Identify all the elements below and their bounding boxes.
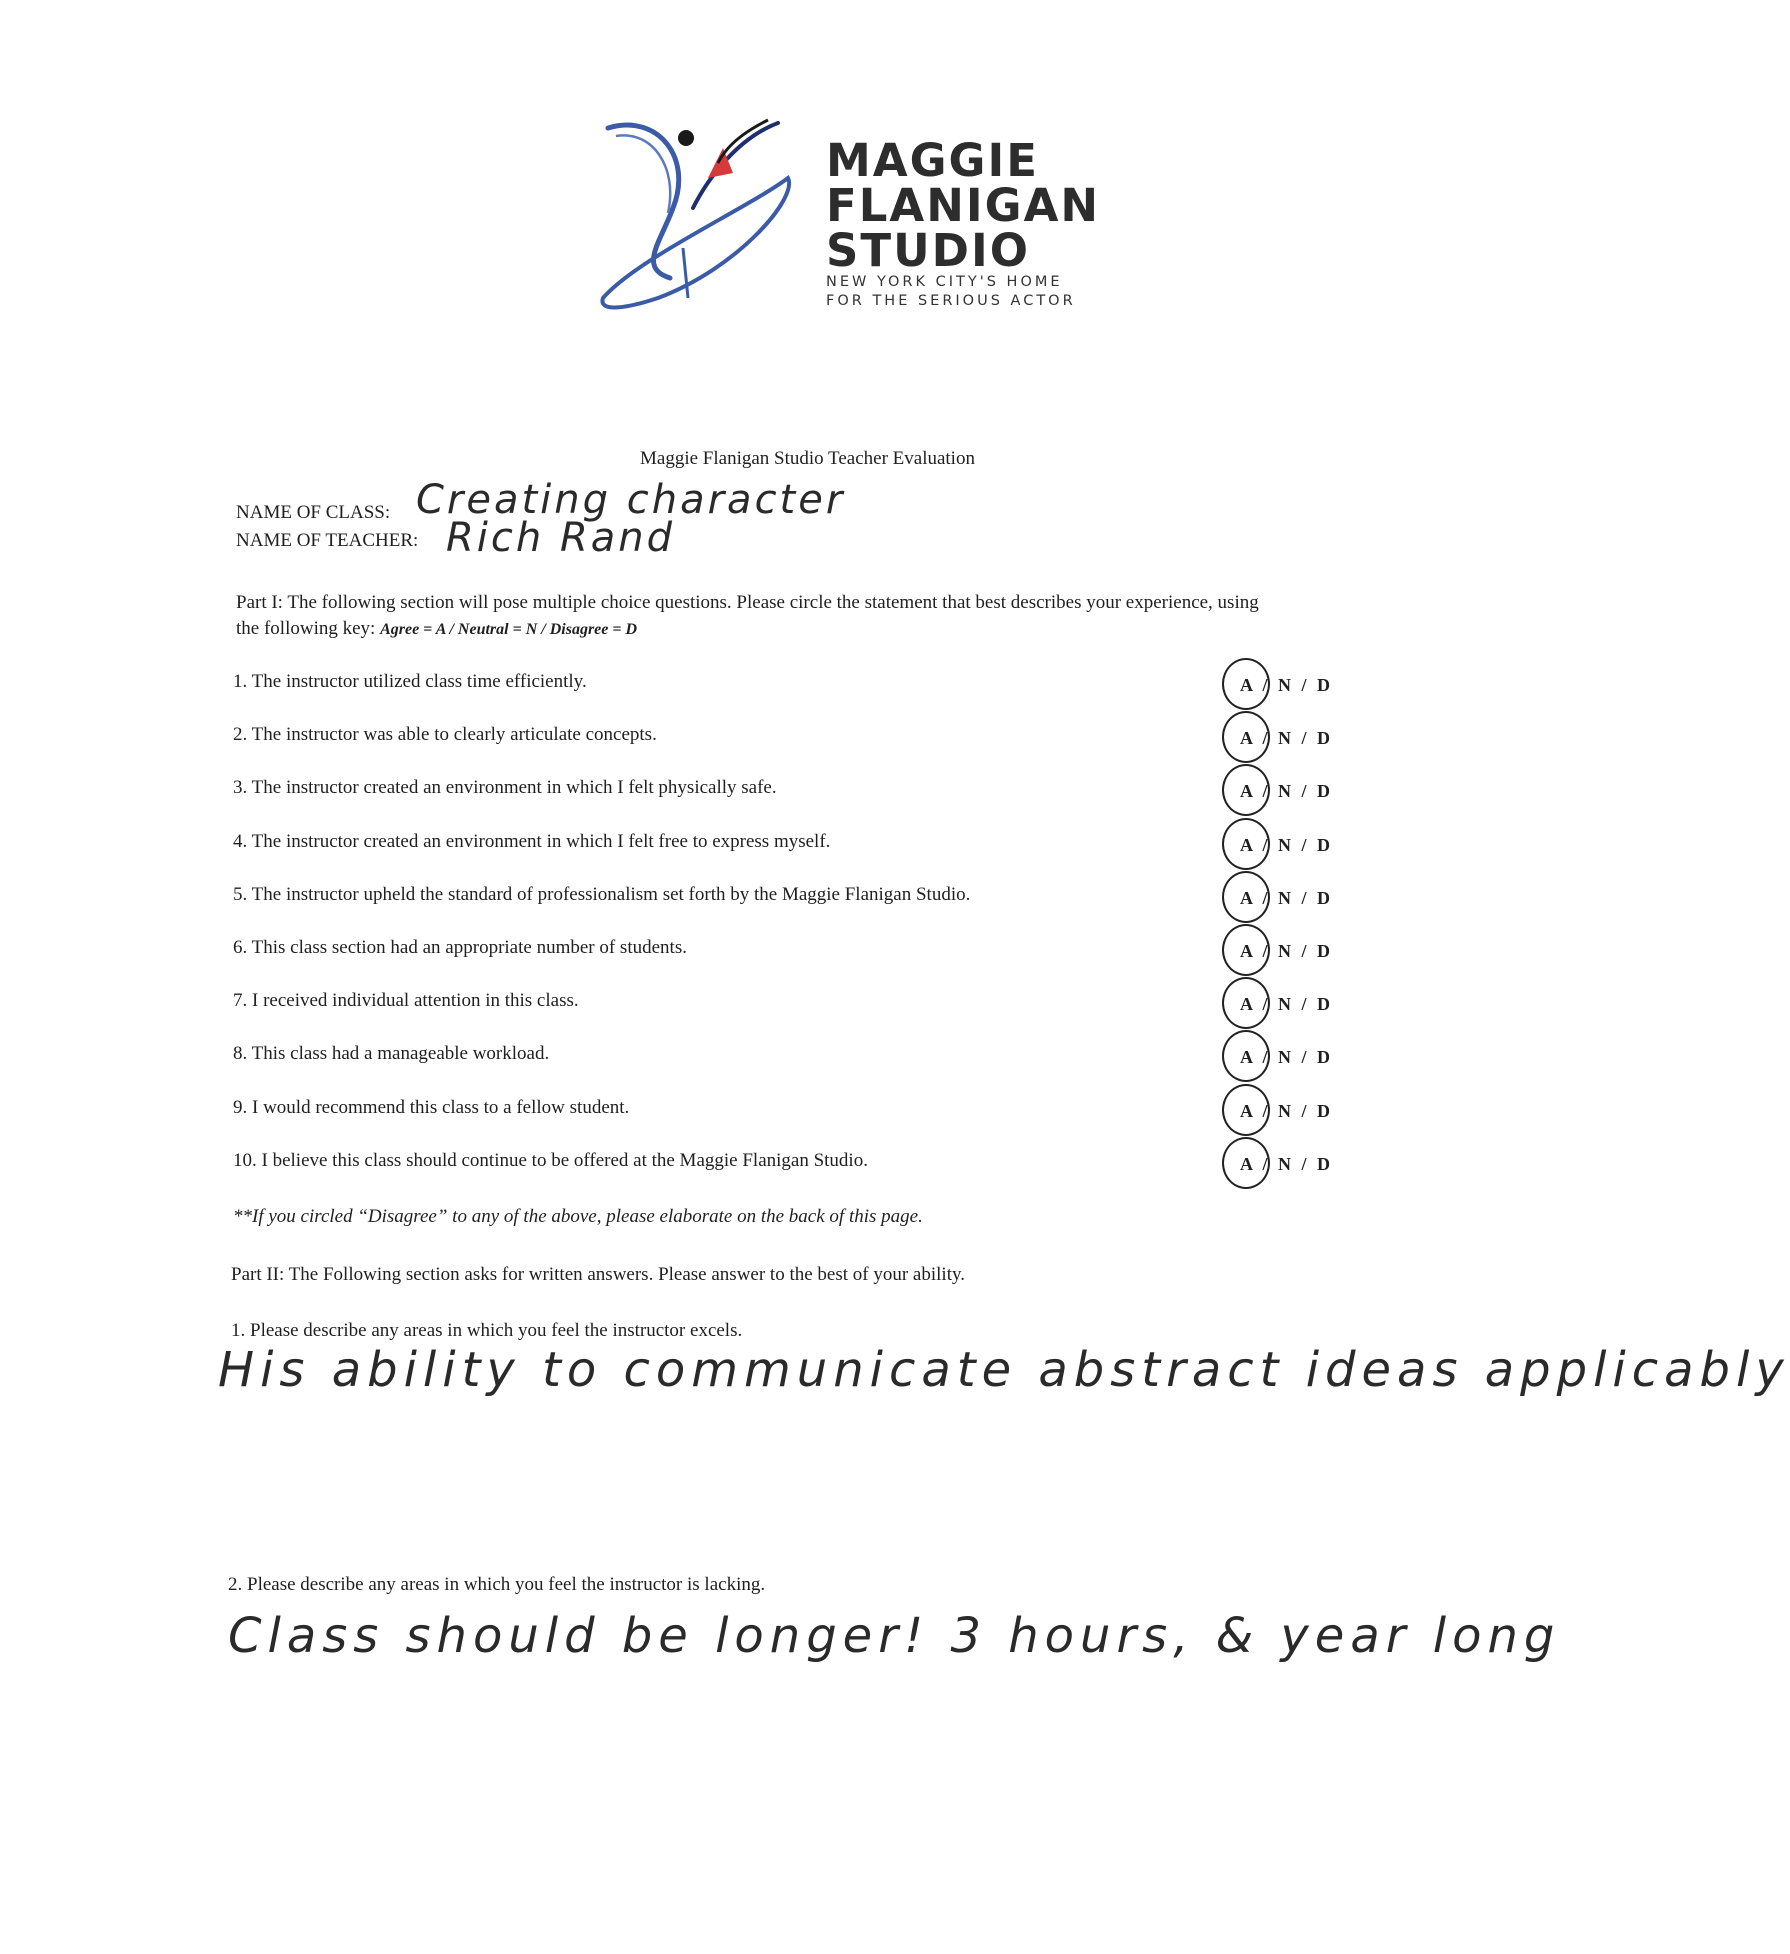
part1-intro-line2: the following key:: [236, 618, 376, 639]
class-name-label: NAME OF CLASS:: [236, 502, 391, 523]
question-2: 2. The instructor was able to clearly articulate concepts.: [233, 724, 657, 745]
answer-options-8[interactable]: A / N / D: [1240, 1047, 1334, 1067]
answer-options-6[interactable]: A / N / D: [1240, 941, 1334, 961]
form-title: Maggie Flanigan Studio Teacher Evaluation: [640, 448, 975, 469]
part1-intro-line1: Part I: The following section will pose multiple choice questions. Please circle the statement that best describes your experience, using: [236, 592, 1259, 613]
answer-options-4[interactable]: A / N / D: [1240, 835, 1334, 855]
part2-answer-1[interactable]: His ability to communicate abstract ideas applicably: [218, 1342, 1790, 1398]
question-9: 9. I would recommend this class to a fellow student.: [233, 1097, 630, 1118]
answer-options-1[interactable]: A / N / D: [1240, 675, 1334, 695]
part2-intro: Part II: The Following section asks for written answers. Please answer to the best of your ability.: [231, 1264, 965, 1285]
part2-question-1: 1. Please describe any areas in which you feel the instructor excels.: [231, 1320, 743, 1341]
class-name-value[interactable]: Creating character: [416, 477, 846, 523]
answer-key: Agree = A / Neutral = N / Disagree = D: [380, 621, 638, 638]
answer-options-7[interactable]: A / N / D: [1240, 994, 1334, 1014]
question-4: 4. The instructor created an environment in which I felt free to express myself.: [233, 831, 831, 852]
logo-tagline-line2: FOR THE SERIOUS ACTOR: [826, 293, 1076, 309]
answer-options-9[interactable]: A / N / D: [1240, 1101, 1334, 1121]
question-8: 8. This class had a manageable workload.: [233, 1043, 550, 1064]
disagree-note: **If you circled “Disagree” to any of the above, please elaborate on the back of this page.: [233, 1206, 923, 1227]
logo-name-line3: STUDIO: [826, 224, 1030, 277]
answer-options-3[interactable]: A / N / D: [1240, 781, 1334, 801]
logo-tagline-line1: NEW YORK CITY'S HOME: [826, 274, 1063, 290]
answer-options-10[interactable]: A / N / D: [1240, 1154, 1334, 1174]
question-5: 5. The instructor upheld the standard of professionalism set forth by the Maggie Flanigan Studio.: [233, 884, 971, 905]
logo-name-line1: MAGGIE: [826, 134, 1039, 187]
answer-options-5[interactable]: A / N / D: [1240, 888, 1334, 908]
answer-options-2[interactable]: A / N / D: [1240, 728, 1334, 748]
question-1: 1. The instructor utilized class time efficiently.: [233, 671, 587, 692]
part2-question-2: 2. Please describe any areas in which you feel the instructor is lacking.: [228, 1574, 766, 1595]
question-7: 7. I received individual attention in this class.: [233, 990, 579, 1011]
teacher-name-label: NAME OF TEACHER:: [236, 530, 419, 551]
question-6: 6. This class section had an appropriate number of students.: [233, 937, 687, 958]
studio-logo-icon: [598, 118, 798, 318]
question-10: 10. I believe this class should continue to be offered at the Maggie Flanigan Studio.: [233, 1150, 868, 1171]
teacher-name-value[interactable]: Rich Rand: [446, 515, 676, 561]
part1-intro-line2-row: [236, 618, 637, 641]
part2-answer-2[interactable]: Class should be longer! 3 hours, & year long: [228, 1608, 1561, 1664]
logo-name-line2: FLANIGAN: [826, 179, 1101, 232]
question-3: 3. The instructor created an environment in which I felt physically safe.: [233, 777, 777, 798]
